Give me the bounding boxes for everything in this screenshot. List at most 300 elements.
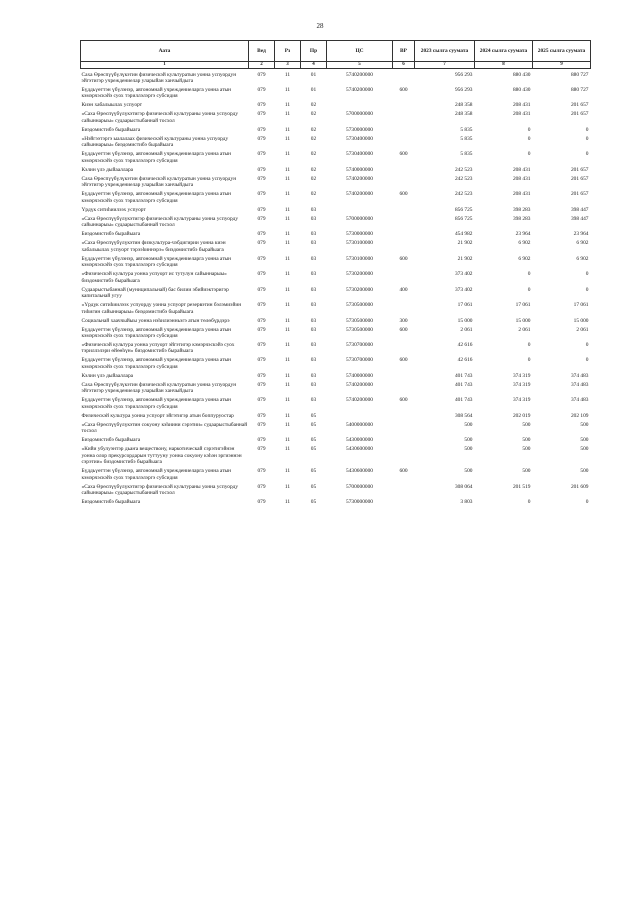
row-ved-cell: 079 bbox=[257, 151, 266, 158]
row-2023-amount: 5 835 bbox=[460, 135, 473, 142]
row-cs-cell: 5730100000 bbox=[346, 240, 373, 247]
row-cs-cell: 5730700000 bbox=[346, 357, 373, 364]
row-ved-cell: 079 bbox=[257, 111, 266, 118]
row-vr-cell: 600 bbox=[399, 357, 408, 364]
row-2023-amount: 3 803 bbox=[460, 499, 473, 506]
row-2024-amount: 17 061 bbox=[515, 302, 531, 309]
row-rz-cell: 11 bbox=[284, 483, 291, 490]
row-name-cell: Кэлин үлэ дыйааллара bbox=[81, 372, 134, 379]
row-rz-cell: 11 bbox=[284, 151, 291, 158]
row-rz-cell: 11 bbox=[284, 215, 291, 222]
table-row bbox=[81, 164, 591, 173]
table-row bbox=[81, 173, 591, 188]
row-2024-amount: 208 431 bbox=[512, 102, 531, 109]
row-vr-cell: 600 bbox=[399, 86, 408, 93]
row-pr-cell: 02 bbox=[310, 166, 317, 173]
row-2024-amount: 208 431 bbox=[512, 191, 531, 198]
table-row bbox=[81, 84, 591, 99]
row-2024-amount: 0 bbox=[527, 126, 531, 133]
row-vr-cell bbox=[393, 173, 415, 188]
row-2025-amount: 201 657 bbox=[570, 191, 589, 198]
row-2025-amount: 201 657 bbox=[570, 102, 589, 109]
row-2023-amount: 308 064 bbox=[454, 483, 473, 490]
row-name-cell: Бүддьүөттэн үбүлэнэр, автономнай учреждениеларга уонна атын кэмэрчэскэйэ суох тэриллэлэргэ субсидия bbox=[81, 86, 232, 100]
row-cs-cell: 5740200000 bbox=[346, 397, 373, 404]
row-name-cell: Социальнай хааччыйыы уонна нэһилиэнньэгэ атын төлөбүрдэрэ bbox=[81, 317, 230, 324]
row-ved-cell: 079 bbox=[257, 372, 266, 379]
row-name-cell: «Саха Өрөспүүбүлүкэтигэр физическэй культураны уонна успуорду сайыннарыы» судаарыстыбаннай тосхол bbox=[81, 483, 239, 497]
row-pr-cell: 01 bbox=[310, 71, 317, 78]
row-2023-amount: 373 402 bbox=[454, 286, 473, 293]
row-vr-cell bbox=[393, 497, 415, 506]
row-2024-amount: 0 bbox=[527, 341, 531, 348]
column-number: 9 bbox=[533, 62, 591, 69]
table-row bbox=[81, 69, 591, 85]
table-row bbox=[81, 379, 591, 394]
row-2024-amount: 500 bbox=[522, 468, 531, 475]
row-2023-amount: 856 725 bbox=[454, 215, 473, 222]
column-header-2024: 2024 сылга суумата bbox=[475, 41, 533, 62]
table-row bbox=[81, 269, 591, 284]
row-ved-cell: 079 bbox=[257, 412, 266, 419]
column-header-2025: 2025 сылга суумата bbox=[533, 41, 591, 62]
column-header-ved: Вед bbox=[249, 41, 275, 62]
row-vr-cell bbox=[393, 269, 415, 284]
row-2023-amount: 21 902 bbox=[457, 240, 473, 247]
row-name-cell: «Саха Өрөспүүбүлүкэтин физкультура-чэбдигирии уонна киэн хабалыылах успуорт тэрээһиннэрэ» биэдомистибэ бырайыага bbox=[81, 240, 226, 253]
row-2023-amount: 42 616 bbox=[457, 341, 473, 348]
row-2023-amount: 5 835 bbox=[460, 126, 473, 133]
row-name-cell: Бүддьүөттэн үбүлэнэр, автономнай учреждениеларга уонна атын кэмэрчэскэйэ суох тэриллэлэргэ субсидия bbox=[81, 326, 232, 339]
row-vr-cell bbox=[393, 100, 415, 109]
row-ved-cell: 079 bbox=[257, 341, 266, 348]
table-row bbox=[81, 370, 591, 379]
row-ved-cell: 079 bbox=[257, 135, 266, 142]
row-rz-cell: 11 bbox=[284, 255, 291, 262]
row-ved-cell: 079 bbox=[257, 326, 266, 333]
row-pr-cell: 03 bbox=[310, 302, 317, 309]
row-cs-cell: 5700000000 bbox=[346, 483, 373, 490]
row-2025-amount: 201 657 bbox=[570, 111, 589, 118]
row-cs-cell bbox=[327, 410, 393, 419]
row-rz-cell: 11 bbox=[284, 286, 291, 293]
table-row bbox=[81, 339, 591, 354]
row-name-cell: «Үрдүк ситиһиилээх успуорду уонна успуорт резервэтин бэлэмиэйин тиһигин сайыннарыы» биэдомистибэ бырайыага bbox=[81, 302, 242, 315]
column-header-rz: Рз bbox=[275, 41, 301, 62]
row-2025-amount: 374 483 bbox=[570, 381, 589, 388]
row-rz-cell: 11 bbox=[284, 126, 291, 133]
row-vr-cell bbox=[393, 238, 415, 253]
row-rz-cell: 11 bbox=[284, 111, 291, 118]
row-2023-amount: 2 061 bbox=[460, 326, 473, 333]
row-cs-cell: 5730100000 bbox=[346, 255, 373, 262]
table-body bbox=[81, 69, 591, 506]
table-row bbox=[81, 149, 591, 164]
row-ved-cell: 079 bbox=[257, 271, 266, 278]
row-pr-cell: 05 bbox=[310, 468, 317, 475]
table-row bbox=[81, 124, 591, 133]
column-header-name: Аата bbox=[81, 41, 249, 62]
row-name-cell: Физическэй культура уонна успуорт эйгэтигэр атын боппуруостар bbox=[81, 412, 234, 419]
row-2023-amount: 248 358 bbox=[454, 111, 473, 118]
row-cs-cell: 5730200000 bbox=[346, 286, 373, 293]
row-2023-amount: 956 293 bbox=[454, 71, 473, 78]
row-2023-amount: 15 000 bbox=[457, 317, 473, 324]
row-vr-cell bbox=[393, 69, 415, 85]
row-name-cell: Биэдомистибэ бырайыага bbox=[81, 499, 141, 506]
row-rz-cell: 11 bbox=[284, 175, 291, 182]
row-2024-amount: 880 430 bbox=[512, 86, 531, 93]
row-name-cell: Бүддьүөттэн үбүлэнэр, автономнай учреждениеларга уонна атын кэмэрчэскэйэ суох тэриллэлэргэ субсидия bbox=[81, 357, 232, 370]
row-2023-amount: 308 564 bbox=[454, 412, 473, 419]
row-2025-amount: 398 447 bbox=[570, 215, 589, 222]
row-cs-cell bbox=[327, 100, 393, 109]
row-vr-cell: 600 bbox=[399, 326, 408, 333]
row-pr-cell: 03 bbox=[310, 381, 317, 388]
row-rz-cell: 11 bbox=[284, 326, 291, 333]
row-2023-amount: 17 061 bbox=[457, 302, 473, 309]
row-name-cell: Бүддьүөттэн үбүлэнэр, автономнай учреждениеларга уонна атын кэмэрчэскэйэ суох тэриллэлэргэ субсидия bbox=[81, 397, 232, 410]
table-row bbox=[81, 229, 591, 238]
row-rz-cell: 11 bbox=[284, 135, 291, 142]
row-2023-amount: 500 bbox=[464, 421, 473, 428]
row-name-cell: «Физическэй культура уонна успуорт ис тутулун сайыннарыы» биэдомистибэ бырайыага bbox=[81, 271, 227, 284]
row-pr-cell: 05 bbox=[310, 499, 317, 506]
row-2023-amount: 401 743 bbox=[454, 397, 473, 404]
row-2024-amount: 0 bbox=[527, 151, 531, 158]
row-2024-amount: 208 431 bbox=[512, 175, 531, 182]
row-2025-amount: 0 bbox=[585, 357, 589, 364]
row-ved-cell: 079 bbox=[257, 175, 266, 182]
row-name-cell: Бүддьүөттэн үбүлэнэр, автономнай учреждениеларга уонна атын кэмэрчэскэйэ суох тэриллэлэргэ субсидия bbox=[81, 151, 232, 164]
row-2023-amount: 500 bbox=[464, 446, 473, 453]
row-vr-cell bbox=[393, 444, 415, 466]
row-pr-cell: 05 bbox=[310, 421, 317, 428]
table-row bbox=[81, 213, 591, 228]
row-cs-cell: 5430600000 bbox=[346, 468, 373, 475]
row-2024-amount: 374 319 bbox=[512, 381, 531, 388]
column-header-cs: ЦС bbox=[327, 41, 393, 62]
row-2025-amount: 23 964 bbox=[573, 231, 589, 238]
row-2025-amount: 17 061 bbox=[573, 302, 589, 309]
row-rz-cell: 11 bbox=[284, 240, 291, 247]
row-pr-cell: 03 bbox=[310, 357, 317, 364]
row-rz-cell: 11 bbox=[284, 341, 291, 348]
column-number: 1 bbox=[81, 62, 249, 69]
row-ved-cell: 079 bbox=[257, 126, 266, 133]
row-rz-cell: 11 bbox=[284, 302, 291, 309]
row-2024-amount: 2 061 bbox=[518, 326, 531, 333]
row-ved-cell: 079 bbox=[257, 231, 266, 238]
row-2024-amount: 500 bbox=[522, 446, 531, 453]
row-cs-cell: 5430600000 bbox=[346, 446, 373, 453]
row-pr-cell: 02 bbox=[310, 126, 317, 133]
table-row bbox=[81, 133, 591, 148]
row-ved-cell: 079 bbox=[257, 446, 266, 453]
row-2025-amount: 6 902 bbox=[576, 240, 589, 247]
table-row bbox=[81, 204, 591, 213]
row-ved-cell: 079 bbox=[257, 240, 266, 247]
row-cs-cell: 5400000000 bbox=[346, 421, 373, 428]
column-number: 6 bbox=[393, 62, 415, 69]
row-2024-amount: 201 519 bbox=[512, 483, 531, 490]
row-2023-amount: 242 523 bbox=[454, 166, 473, 173]
row-2025-amount: 374 483 bbox=[570, 372, 589, 379]
row-vr-cell: 600 bbox=[399, 255, 408, 262]
row-cs-cell: 5730200000 bbox=[346, 271, 373, 278]
row-vr-cell bbox=[393, 204, 415, 213]
row-2025-amount: 2 061 bbox=[576, 326, 589, 333]
row-2025-amount: 880 727 bbox=[570, 86, 589, 93]
row-pr-cell: 05 bbox=[310, 446, 317, 453]
row-2024-amount: 500 bbox=[522, 437, 531, 444]
row-2024-amount: 202 019 bbox=[512, 412, 531, 419]
row-ved-cell: 079 bbox=[257, 317, 266, 324]
table-row bbox=[81, 238, 591, 253]
row-2023-amount: 21 902 bbox=[457, 255, 473, 262]
row-vr-cell bbox=[393, 435, 415, 444]
row-vr-cell bbox=[393, 370, 415, 379]
row-2023-amount: 956 293 bbox=[454, 86, 473, 93]
row-rz-cell: 11 bbox=[284, 102, 291, 109]
row-2025-amount: 500 bbox=[580, 421, 589, 428]
row-cs-cell: 5730700000 bbox=[346, 341, 373, 348]
row-name-cell: Саха Өрөспүүбүлүкэтин физическэй культуратын уонна успуордун эйгэтигэр учреждениелар уларыйан ханчыйдыга bbox=[81, 71, 237, 84]
row-pr-cell: 02 bbox=[310, 191, 317, 198]
row-name-cell: Биэдомистибэ бырайыага bbox=[81, 437, 141, 444]
column-header-vr: ВР bbox=[393, 41, 415, 62]
row-pr-cell: 03 bbox=[310, 326, 317, 333]
row-pr-cell: 02 bbox=[310, 135, 317, 142]
row-2023-amount: 454 982 bbox=[454, 231, 473, 238]
table-row bbox=[81, 324, 591, 339]
table-row bbox=[81, 315, 591, 324]
row-cs-cell: 5740200000 bbox=[346, 71, 373, 78]
row-rz-cell: 11 bbox=[284, 372, 291, 379]
table-row bbox=[81, 419, 591, 434]
row-2023-amount: 500 bbox=[464, 468, 473, 475]
row-rz-cell: 11 bbox=[284, 437, 291, 444]
row-cs-cell: 5730000000 bbox=[346, 499, 373, 506]
table-row bbox=[81, 253, 591, 268]
row-2025-amount: 15 000 bbox=[573, 317, 589, 324]
row-vr-cell: 600 bbox=[399, 468, 408, 475]
row-2023-amount: 856 725 bbox=[454, 206, 473, 213]
row-2024-amount: 0 bbox=[527, 357, 531, 364]
table-row bbox=[81, 300, 591, 315]
row-2023-amount: 242 523 bbox=[454, 175, 473, 182]
row-name-cell: Биэдомистибэ бырайыага bbox=[81, 126, 141, 133]
row-ved-cell: 079 bbox=[257, 102, 266, 109]
row-vr-cell: 600 bbox=[399, 397, 408, 404]
row-2025-amount: 0 bbox=[585, 151, 589, 158]
row-pr-cell: 03 bbox=[310, 255, 317, 262]
table-row bbox=[81, 109, 591, 124]
row-cs-cell: 5730500000 bbox=[346, 302, 373, 309]
row-pr-cell: 03 bbox=[310, 317, 317, 324]
row-name-cell: «Физическэй культура уонна успуорт эйгэтигэр кэмэрчэскэйэ суох тэриллэлэри өйөөһүн» биэдомистибэ бырайыага bbox=[81, 341, 235, 355]
row-cs-cell: 5740000000 bbox=[346, 372, 373, 379]
row-rz-cell: 11 bbox=[284, 86, 291, 93]
page-number: 28 bbox=[316, 22, 324, 30]
row-rz-cell: 11 bbox=[284, 357, 291, 364]
row-2024-amount: 398 283 bbox=[512, 206, 531, 213]
row-name-cell: Бүддьүөттэн үбүлэнэр, автономнай учреждениеларга уонна атын кэмэрчэскэйэ суох тэриллэлэргэ субсидия bbox=[81, 468, 232, 481]
row-cs-cell: 5740200000 bbox=[346, 381, 373, 388]
row-2024-amount: 6 902 bbox=[518, 255, 531, 262]
table-header-row bbox=[81, 41, 591, 62]
row-vr-cell: 600 bbox=[399, 151, 408, 158]
row-rz-cell: 11 bbox=[284, 231, 291, 238]
row-pr-cell: 03 bbox=[310, 341, 317, 348]
row-name-cell: Саха Өрөспүүбүлүкэтин физическэй культуратын уонна успуордун эйгэтигэр учреждениелар уларыйан ханчыйдыга bbox=[81, 381, 237, 395]
table-row bbox=[81, 435, 591, 444]
row-2023-amount: 500 bbox=[464, 437, 473, 444]
row-rz-cell: 11 bbox=[284, 412, 291, 419]
row-cs-cell: 5700000000 bbox=[346, 111, 373, 118]
row-2023-amount: 242 523 bbox=[454, 191, 473, 198]
row-ved-cell: 079 bbox=[257, 483, 266, 490]
row-2025-amount: 0 bbox=[585, 126, 589, 133]
row-cs-cell: 5740000000 bbox=[346, 166, 373, 173]
column-number: 3 bbox=[275, 62, 301, 69]
column-number: 5 bbox=[327, 62, 393, 69]
table-row bbox=[81, 395, 591, 410]
row-vr-cell bbox=[393, 229, 415, 238]
row-ved-cell: 079 bbox=[257, 499, 266, 506]
row-2024-amount: 6 902 bbox=[518, 240, 531, 247]
row-ved-cell: 079 bbox=[257, 255, 266, 262]
table-row bbox=[81, 189, 591, 204]
row-2025-amount: 500 bbox=[580, 468, 589, 475]
row-2023-amount: 401 743 bbox=[454, 381, 473, 388]
table-row bbox=[81, 444, 591, 466]
row-cs-cell: 5700000000 bbox=[346, 215, 373, 222]
row-vr-cell bbox=[393, 379, 415, 394]
row-cs-cell: 5740200000 bbox=[346, 86, 373, 93]
row-2025-amount: 0 bbox=[585, 341, 589, 348]
row-name-cell: Биэдомистибэ бырайыага bbox=[81, 231, 141, 238]
row-pr-cell: 01 bbox=[310, 86, 317, 93]
row-pr-cell: 02 bbox=[310, 102, 317, 109]
row-2024-amount: 880 430 bbox=[512, 71, 531, 78]
column-number: 4 bbox=[301, 62, 327, 69]
row-vr-cell bbox=[393, 213, 415, 228]
row-2025-amount: 500 bbox=[580, 446, 589, 453]
row-2025-amount: 0 bbox=[585, 286, 589, 293]
row-2024-amount: 374 319 bbox=[512, 397, 531, 404]
budget-table bbox=[80, 40, 591, 506]
row-ved-cell: 079 bbox=[257, 397, 266, 404]
row-cs-cell: 5730000000 bbox=[346, 231, 373, 238]
row-rz-cell: 11 bbox=[284, 206, 291, 213]
table-row bbox=[81, 466, 591, 481]
row-vr-cell: 400 bbox=[399, 286, 408, 293]
row-pr-cell: 05 bbox=[310, 412, 317, 419]
row-2025-amount: 0 bbox=[585, 271, 589, 278]
row-2024-amount: 15 000 bbox=[515, 317, 531, 324]
column-header-pr: Пр bbox=[301, 41, 327, 62]
table-row bbox=[81, 497, 591, 506]
row-2023-amount: 5 835 bbox=[460, 151, 473, 158]
row-cs-cell bbox=[327, 204, 393, 213]
row-ved-cell: 079 bbox=[257, 468, 266, 475]
row-2025-amount: 6 902 bbox=[576, 255, 589, 262]
row-name-cell: Судаарыстыбаннай (муниципальнай) бас билии эбийиэктэригэр капитальнай угуу bbox=[81, 286, 229, 300]
row-ved-cell: 079 bbox=[257, 191, 266, 198]
row-2025-amount: 201 609 bbox=[570, 483, 589, 490]
row-name-cell: «Кийи убулуэнтэр дьаҥа веществону, наркотическай сэрэтигэйнэн уонна олор прекурсордарын туттууну уонна сокуону кэһэн эргиэннэн сэрэтии» биэдомистибэ бырайыага bbox=[81, 446, 242, 466]
row-rz-cell: 11 bbox=[284, 71, 291, 78]
row-2024-amount: 0 bbox=[527, 271, 531, 278]
row-name-cell: Кэлин үлэ дыйааллара bbox=[81, 166, 134, 173]
row-pr-cell: 02 bbox=[310, 111, 317, 118]
row-cs-cell: 5730500000 bbox=[346, 326, 373, 333]
row-cs-cell: 5740200000 bbox=[346, 191, 373, 198]
row-pr-cell: 03 bbox=[310, 206, 317, 213]
table-row bbox=[81, 481, 591, 496]
row-cs-cell: 5730500000 bbox=[346, 317, 373, 324]
row-name-cell: Бүддьүөттэн үбүлэнэр, автономнай учреждениеларга уонна атын кэмэрчэскэйэ суох тэриллэлэргэ субсидия bbox=[81, 255, 232, 269]
row-2024-amount: 0 bbox=[527, 499, 531, 506]
column-number: 2 bbox=[249, 62, 275, 69]
row-cs-cell: 5740200000 bbox=[346, 175, 373, 182]
row-vr-cell bbox=[393, 133, 415, 148]
row-name-cell: «Нэйгээтэргэ ыалалаах физическэй культураны уонна успуорду сайыннарыы» биэдомистибэ бырайыага bbox=[81, 135, 229, 149]
row-rz-cell: 11 bbox=[284, 381, 291, 388]
row-rz-cell: 11 bbox=[284, 191, 291, 198]
table-row bbox=[81, 355, 591, 370]
column-header-2023: 2023 сылга суумата bbox=[415, 41, 475, 62]
table-row bbox=[81, 410, 591, 419]
row-2025-amount: 374 483 bbox=[570, 397, 589, 404]
row-pr-cell: 02 bbox=[310, 175, 317, 182]
row-name-cell: Киэн хабалыылах успуорт bbox=[81, 102, 142, 109]
row-cs-cell: 5730400000 bbox=[346, 151, 373, 158]
row-2025-amount: 201 657 bbox=[570, 175, 589, 182]
row-name-cell: «Саха Өрөспүүбүлүкэтин сокуону кэһиини сэрэтии» судаарыстыбаннай тосхол bbox=[81, 421, 248, 435]
row-2024-amount: 374 319 bbox=[512, 372, 531, 379]
row-name-cell: «Саха Өрөспүүбүлүкэтигэр физическэй культураны уонна успуорду сайыннарыы» судаарыстыбаннай тосхол bbox=[81, 111, 239, 124]
row-2025-amount: 0 bbox=[585, 135, 589, 142]
row-vr-cell bbox=[393, 481, 415, 496]
row-rz-cell: 11 bbox=[284, 446, 291, 453]
row-2023-amount: 42 616 bbox=[457, 357, 473, 364]
row-2025-amount: 202 109 bbox=[570, 412, 589, 419]
row-2024-amount: 0 bbox=[527, 135, 531, 142]
row-vr-cell bbox=[393, 300, 415, 315]
row-vr-cell bbox=[393, 410, 415, 419]
row-pr-cell: 03 bbox=[310, 271, 317, 278]
row-pr-cell: 03 bbox=[310, 231, 317, 238]
row-rz-cell: 11 bbox=[284, 499, 291, 506]
column-number-row bbox=[81, 62, 591, 69]
row-vr-cell bbox=[393, 339, 415, 354]
row-2023-amount: 373 402 bbox=[454, 271, 473, 278]
row-pr-cell: 03 bbox=[310, 372, 317, 379]
row-ved-cell: 079 bbox=[257, 302, 266, 309]
row-cs-cell: 5730000000 bbox=[346, 126, 373, 133]
row-pr-cell: 05 bbox=[310, 483, 317, 490]
row-pr-cell: 03 bbox=[310, 286, 317, 293]
row-pr-cell: 02 bbox=[310, 151, 317, 158]
row-2023-amount: 401 743 bbox=[454, 372, 473, 379]
row-pr-cell: 03 bbox=[310, 397, 317, 404]
row-ved-cell: 079 bbox=[257, 71, 266, 78]
row-2025-amount: 880 727 bbox=[570, 71, 589, 78]
row-vr-cell bbox=[393, 419, 415, 434]
table-row bbox=[81, 100, 591, 109]
